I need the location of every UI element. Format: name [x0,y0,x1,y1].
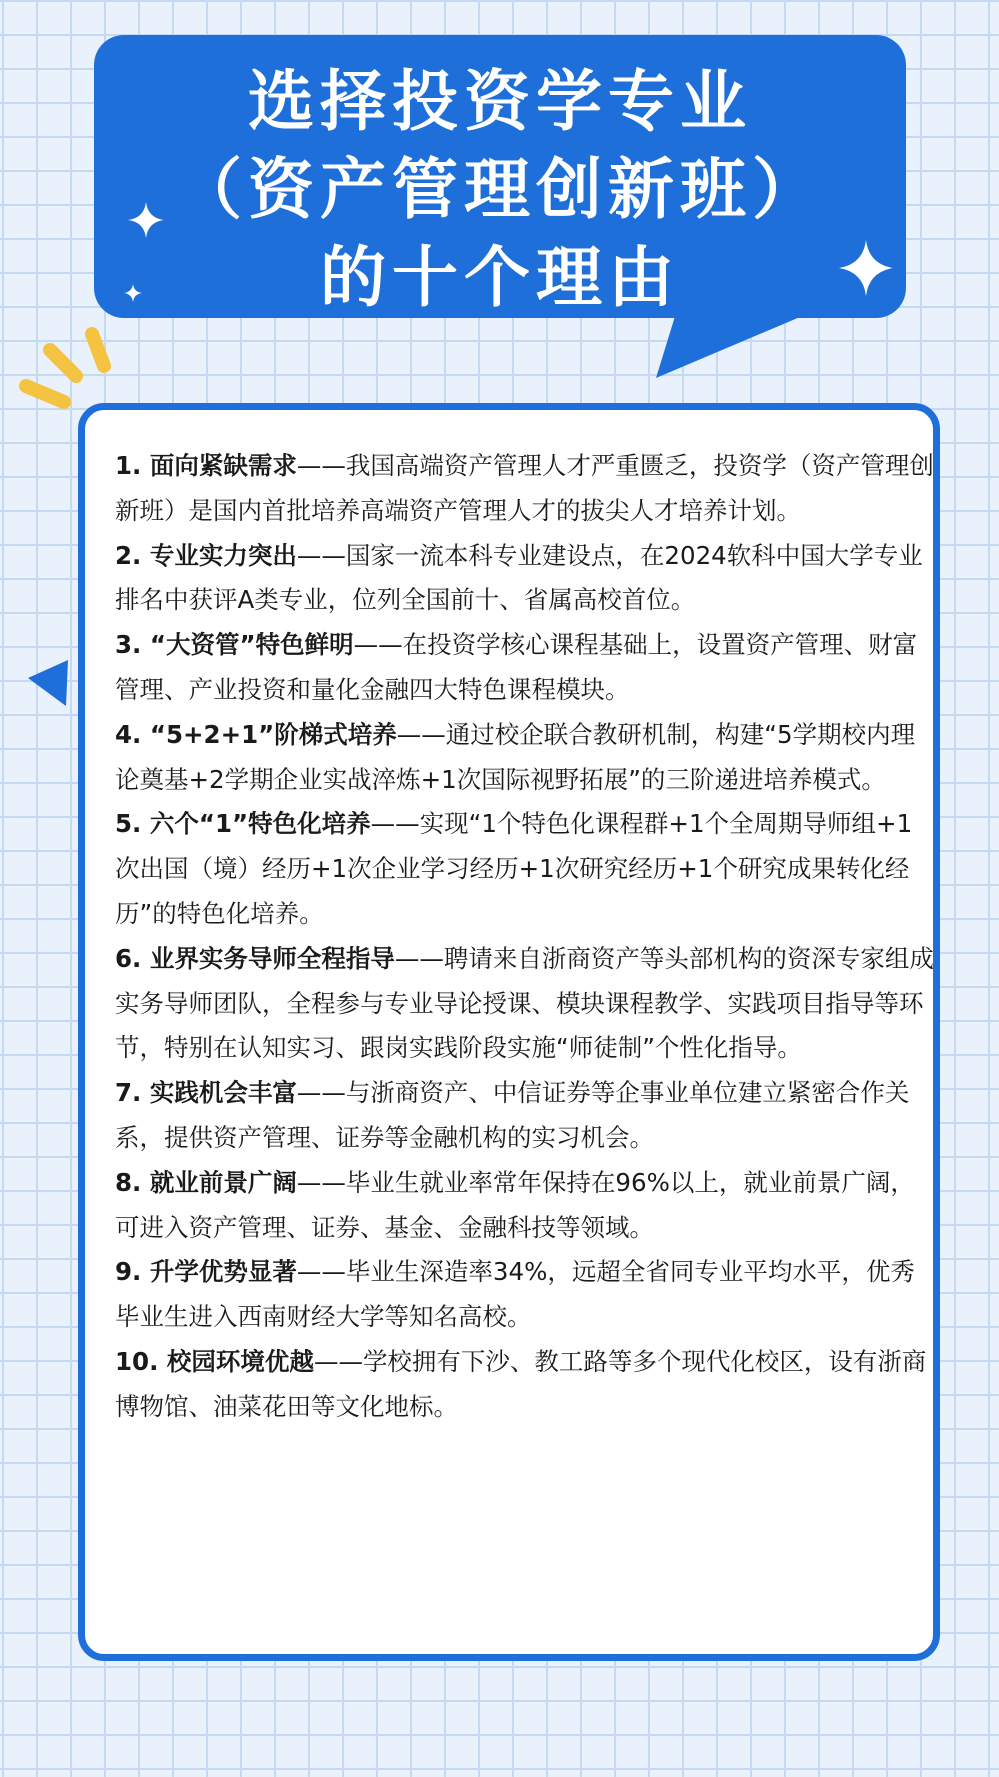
reason-title: 2. 专业实力突出 [115,540,297,570]
reason-text: ——聘请来自浙商资产等头部机构的资深专家组成实务导师团队，全程参与专业导论授课、模块课程教学、实践项目指导等环节，特别在认知实习、跟岗实践阶段实施“师徒制”个性化指导。 [115,943,934,1063]
list-item [115,1071,935,1161]
title-line-2: （资产管理创新班） [176,151,824,228]
list-item [115,713,935,803]
reason-text: ——毕业生深造率34%，远超全省同专业平均水平，优秀毕业生进入西南财经大学等知名高校。 [115,1257,915,1332]
reason-text: ——国家一流本科专业建设点，在2024软科中国大学专业排名中获评A类专业，位列全国前十、省属高校首位。 [115,540,923,615]
list-item [115,534,935,624]
reason-text: ——我国高端资产管理人才严重匮乏，投资学（资产管理创新班）是国内首批培养高端资产管理人才的拔尖人才培养计划。 [115,451,934,525]
reason-text: ——在投资学核心课程基础上，设置资产管理、财富管理、产业投资和量化金融四大特色课程模块。 [115,630,918,704]
reason-title: 4. “5+2+1”阶梯式培养 [115,719,397,749]
reason-title: 7. 实践机会丰富 [115,1078,297,1108]
reason-title: 9. 升学优势显著 [115,1257,297,1287]
reason-title: 1. 面向紧缺需求 [115,451,297,480]
title-line-1: 选择投资学专业 [248,63,752,140]
list-item [115,1250,935,1340]
list-item [115,623,935,713]
reason-title: 10. 校园环境优越 [115,1346,314,1376]
list-item [115,444,935,534]
list-item [115,802,935,936]
list-item [115,1340,935,1430]
reason-title: 5. 六个“1”特色化培养 [115,809,371,839]
reason-text: ——通过校企联合教研机制，构建“5学期校内理论奠基+2学期企业实战淬炼+1次国际视野拓展”的三阶递进培养模式。 [115,719,916,794]
reason-text: ——毕业生就业率常年保持在96%以上，就业前景广阔，可进入资产管理、证券、基金、金融科技等领域。 [115,1167,915,1242]
reason-text: ——学校拥有下沙、教工路等多个现代化校区，设有浙商博物馆、油菜花田等文化地标。 [115,1346,927,1421]
reason-title: 3. “大资管”特色鲜明 [115,630,354,660]
list-item [115,1161,935,1251]
title-line-3: 的十个理由 [320,239,680,316]
reason-text: ——实现“1个特色化课程群+1个全周期导师组+1次出国（境）经历+1次企业学习经历+1次研究经历+1个研究成果转化经历”的特色化培养。 [115,809,913,928]
reason-title: 8. 就业前景广阔 [115,1167,297,1197]
reason-title: 6. 业界实务导师全程指导 [115,943,395,973]
reason-text: ——与浙商资产、中信证券等企事业单位建立紧密合作关系，提供资产管理、证券等金融机构的实习机会。 [115,1078,910,1152]
reasons-list [115,444,935,1430]
list-item [115,937,935,1071]
